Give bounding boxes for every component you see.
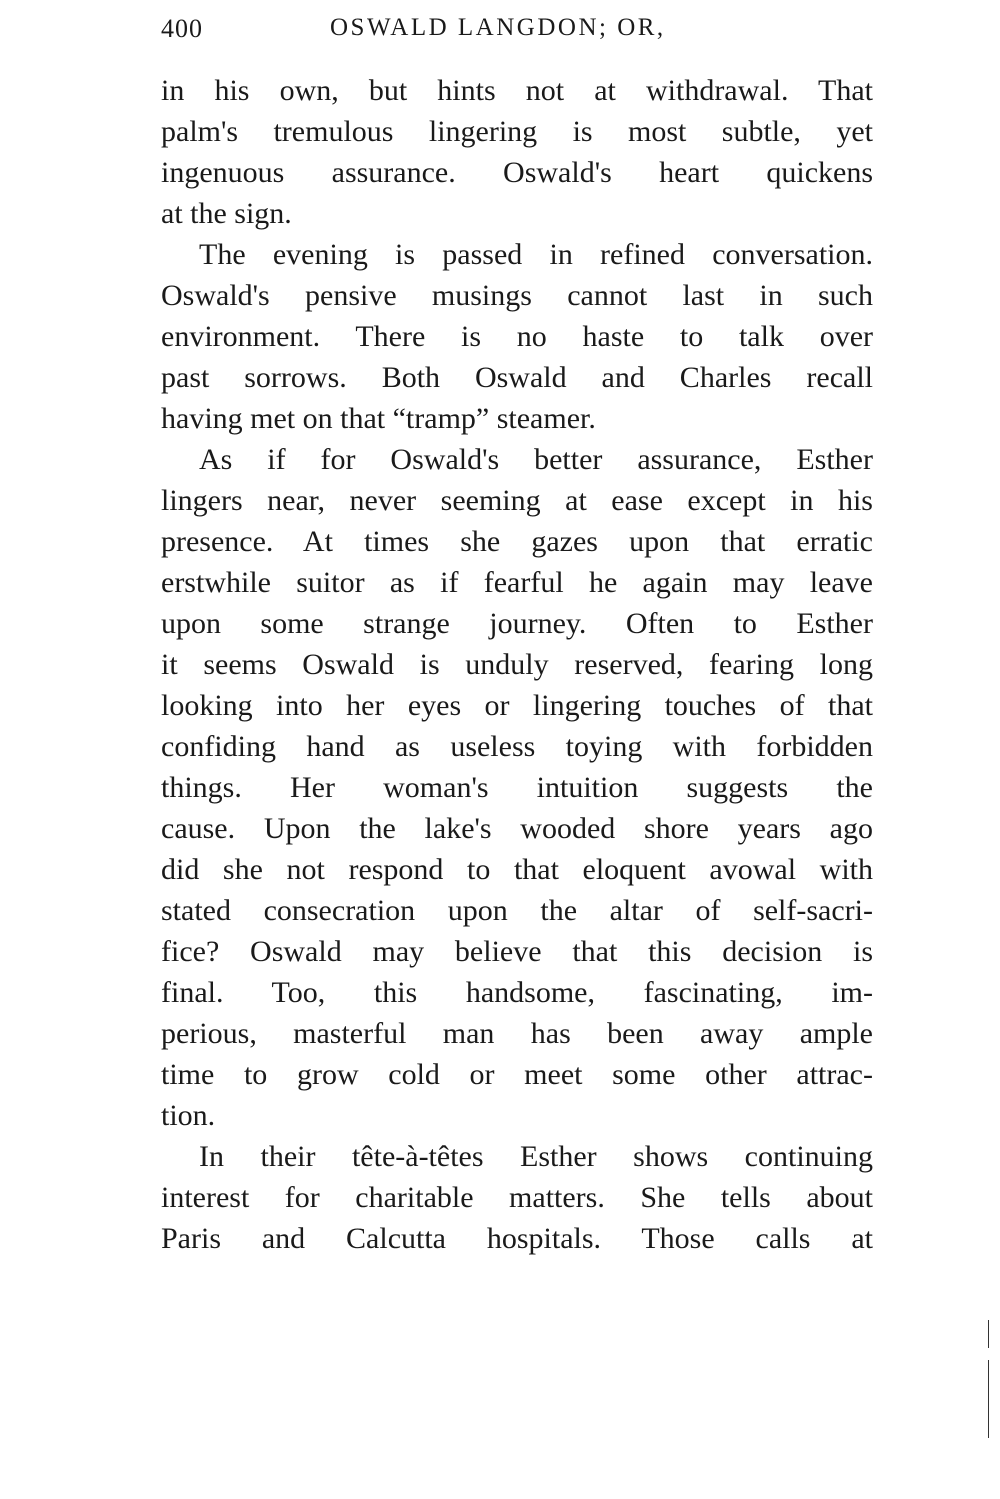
text-line: The evening is passed in refined conversation. — [199, 238, 873, 271]
text-line: In their tête-à-têtes Esther shows continuing — [199, 1140, 873, 1173]
text-line: perious, masterful man has been away ample — [161, 1017, 873, 1050]
text-line: confiding hand as useless toying with forbidden — [161, 730, 873, 763]
text-line: in his own, but hints not at withdrawal. That — [161, 74, 873, 107]
text-line: interest for charitable matters. She tells about — [161, 1181, 873, 1214]
text-line: it seems Oswald is unduly reserved, fearing long — [161, 648, 873, 681]
text-line: environment. There is no haste to talk over — [161, 320, 873, 353]
text-line: tion. — [161, 1099, 216, 1132]
text-line: Oswald's pensive musings cannot last in such — [161, 279, 873, 312]
text-line: fice? Oswald may believe that this decision is — [161, 935, 873, 968]
text-line: things. Her woman's intuition suggests the — [161, 771, 873, 804]
text-line: presence. At times she gazes upon that erratic — [161, 525, 873, 558]
paragraph — [161, 439, 873, 1136]
scan-artifact-line — [988, 1360, 989, 1438]
page-number: 400 — [161, 14, 203, 43]
scan-artifact-line — [988, 1320, 989, 1348]
text-line: As if for Oswald's better assurance, Esther — [199, 443, 873, 476]
text-line: palm's tremulous lingering is most subtle, yet — [161, 115, 873, 148]
body-text — [161, 70, 873, 1259]
text-line: lingers near, never seeming at ease except in his — [161, 484, 873, 517]
paragraph — [161, 234, 873, 439]
paragraph — [161, 1136, 873, 1259]
text-line: ingenuous assurance. Oswald's heart quickens — [161, 156, 873, 189]
text-line: looking into her eyes or lingering touches of that — [161, 689, 873, 722]
text-line: upon some strange journey. Often to Esther — [161, 607, 873, 640]
text-line: at the sign. — [161, 197, 292, 230]
text-line: final. Too, this handsome, fascinating, im- — [161, 976, 873, 1009]
text-line: time to grow cold or meet some other attrac- — [161, 1058, 873, 1091]
text-line: Paris and Calcutta hospitals. Those calls at — [161, 1222, 873, 1255]
text-line: past sorrows. Both Oswald and Charles recall — [161, 361, 873, 394]
text-line: erstwhile suitor as if fearful he again may leave — [161, 566, 873, 599]
text-line: cause. Upon the lake's wooded shore years ago — [161, 812, 873, 845]
text-line: stated consecration upon the altar of self-sacri- — [161, 894, 873, 927]
text-line: having met on that “tramp” steamer. — [161, 402, 596, 435]
running-head: OSWALD LANGDON; OR, — [330, 14, 666, 41]
paragraph — [161, 70, 873, 234]
text-line: did she not respond to that eloquent avowal with — [161, 853, 873, 886]
